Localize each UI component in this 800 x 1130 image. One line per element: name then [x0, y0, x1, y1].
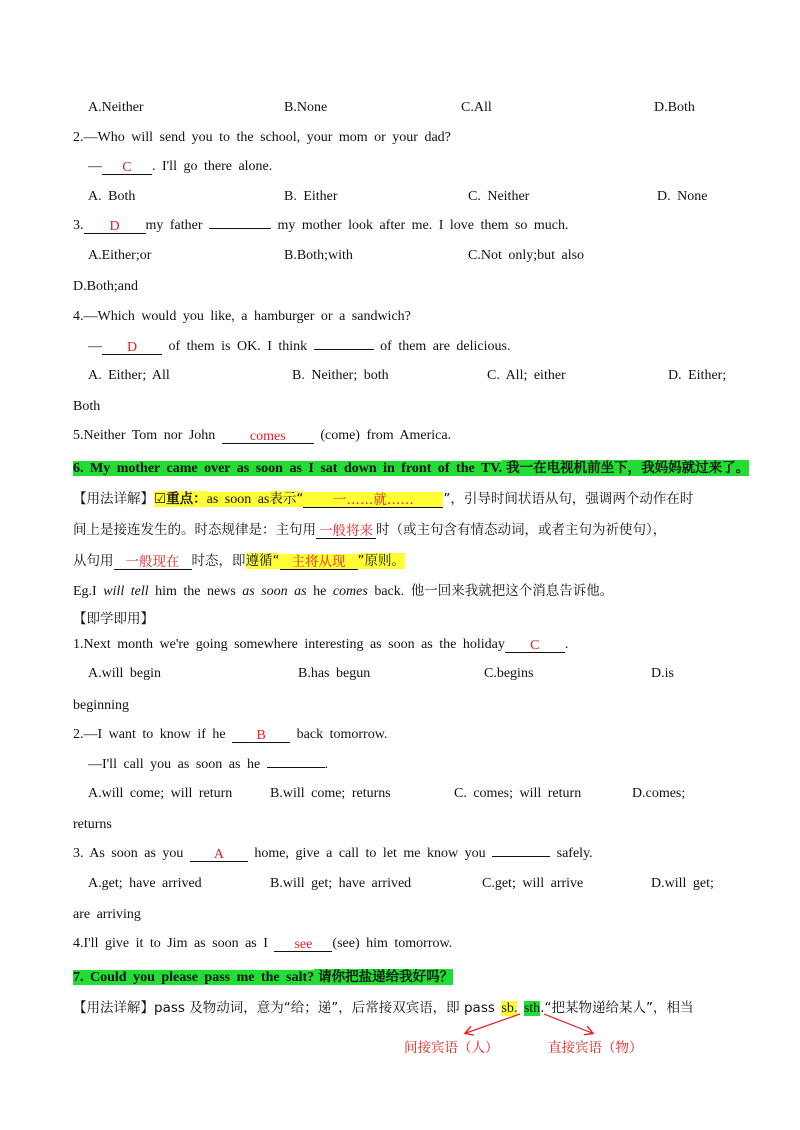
option-d-continued: are arriving: [73, 907, 141, 922]
arrow-direct: [544, 1014, 592, 1033]
answer-text: comes: [249, 429, 286, 444]
stem-text: safely.: [556, 846, 593, 861]
question-2-stem: 2.—Who will send you to the school, your mom or your dad?: [73, 130, 451, 145]
option-a: A. Both: [88, 189, 136, 204]
usage-text: 时（或主句含有情态动词，或者主句为祈使句），: [376, 522, 667, 538]
usage-text: 间上是接连发生的。时态规律是：主句用: [73, 522, 316, 538]
answer-text: D: [126, 340, 138, 355]
answer-text: D: [109, 219, 120, 234]
answer-text: A: [213, 847, 224, 862]
key-point-label: ☑重点：: [154, 491, 207, 507]
rule-prefix: 遵循“: [245, 553, 280, 569]
answer-text: 一……就……: [332, 492, 414, 508]
option-b: B. Either: [284, 189, 338, 204]
option-b: B. Neither; both: [292, 368, 389, 383]
usage-label: 【用法详解】: [73, 491, 154, 507]
heading-en: 7. Could you please pass me the salt?: [73, 970, 315, 985]
sb-highlight: sb.: [501, 1001, 518, 1016]
example-text: him the news: [155, 584, 236, 599]
example-italic: comes: [332, 584, 368, 599]
stem-text: my father: [145, 218, 203, 233]
option-a: A.get; have arrived: [88, 876, 202, 891]
stem-text: of them are delicious.: [380, 339, 511, 354]
option-c: C.get; will arrive: [482, 876, 584, 891]
example-text: back.: [374, 584, 405, 599]
stem-text: —I'll call you as soon as he: [88, 757, 261, 772]
example-text: he: [313, 584, 327, 599]
heading-en: 6. My mother came over as soon as I sat down in front of the TV.: [73, 461, 503, 476]
option-d: D.comes;: [632, 786, 686, 801]
option-d: D. Either;: [668, 368, 727, 383]
option-a: A.Neither: [88, 100, 144, 115]
option-d-continued: Both: [73, 399, 101, 414]
stem-text: of them is OK. I think: [168, 339, 308, 354]
arrow-indirect: [466, 1014, 520, 1033]
example-text: Eg.I: [73, 584, 97, 599]
stem-text: back tomorrow.: [296, 727, 388, 742]
answer-text: C: [122, 160, 132, 175]
usage-label: 【用法详解】: [73, 1000, 154, 1016]
stem-text: 5.Neither Tom nor John: [73, 428, 216, 443]
usage-text: .“把某物递给某人”，相当: [540, 1000, 694, 1016]
question-number: 3.: [73, 218, 84, 233]
stem-text: 2.—I want to know if he: [73, 727, 226, 742]
practice-2-response: —I'll call you as soon as he .: [88, 757, 329, 772]
stem-text: (see) him tomorrow.: [332, 936, 453, 951]
key-phrase: as soon as: [206, 492, 270, 507]
key-means: 表示“: [269, 491, 304, 507]
option-d: D.Both;and: [73, 279, 138, 294]
response-text: . I'll go there alone.: [152, 159, 273, 174]
option-d: D.is: [651, 666, 674, 681]
answer-text: C: [530, 638, 540, 653]
option-a: A.will begin: [88, 666, 161, 681]
stem-text: home, give a call to let me know you: [254, 846, 486, 861]
stem-text: my mother look after me. I love them so much.: [277, 218, 569, 233]
indirect-object-label: 间接宾语（人）: [404, 1040, 499, 1056]
dash: —: [88, 339, 102, 354]
option-d: D.will get;: [651, 876, 714, 891]
answer-text: 主将从现: [291, 554, 346, 570]
option-c: C. comes; will return: [454, 786, 582, 801]
usage-text: 时态，即: [191, 553, 246, 569]
option-d-continued: beginning: [73, 698, 129, 713]
stem-text: 3. As soon as you: [73, 846, 184, 861]
option-a: A. Either; All: [88, 368, 170, 383]
direct-object-label: 直接宾语（物）: [548, 1040, 643, 1056]
usage-text: pass 及物动词，意为“给；递”，后常接双宾语，即 pass: [154, 1000, 495, 1016]
option-b: B.Both;with: [284, 248, 353, 263]
answer-text: see: [294, 937, 313, 952]
option-c: C.All: [461, 100, 492, 115]
option-c: C.begins: [484, 666, 534, 681]
option-d: D.Both: [654, 100, 695, 115]
sth-highlight: sth: [523, 1001, 541, 1016]
practice-1-stem: 1.Next month we're going somewhere interesting as soon as the holiday C .: [73, 637, 569, 653]
option-d: D. None: [657, 189, 708, 204]
stem-text: 4.I'll give it to Jim as soon as I: [73, 936, 268, 951]
option-c: C. All; either: [487, 368, 566, 383]
option-c: C.Not only;but also: [468, 248, 585, 263]
usage-text: 从句用: [73, 553, 114, 569]
stem-text: 1.Next month we're going somewhere interesting as soon as the holiday: [73, 637, 505, 652]
answer-text: 一般现在: [125, 554, 180, 570]
option-a: A.will come; will return: [88, 786, 233, 801]
option-b: B.has begun: [298, 666, 371, 681]
answer-text: 一般将来: [319, 523, 373, 539]
stem-text: (come) from America.: [320, 428, 452, 443]
dash: —: [88, 159, 102, 174]
option-c: C. Neither: [468, 189, 530, 204]
heading-cn: 请你把盐递给我好吗？: [314, 969, 453, 985]
option-a: A.Either;or: [88, 248, 152, 263]
usage-text: ”，引导时间状语从句，强调两个动作在时: [443, 491, 694, 507]
example-italic: as soon as: [242, 584, 307, 599]
option-b: B.will get; have arrived: [270, 876, 412, 891]
option-d-continued: returns: [73, 817, 112, 832]
option-b: B.None: [284, 100, 328, 115]
rule-suffix: ”原则。: [357, 553, 405, 569]
heading-cn: 我一在电视机前坐下，我妈妈就过来了。: [502, 460, 749, 476]
example-italic: will tell: [103, 584, 149, 599]
practice-label: 【即学即用】: [73, 611, 154, 627]
option-b: B.will come; returns: [270, 786, 391, 801]
example-translation: 他一回来我就把这个消息告诉他。: [410, 583, 614, 599]
answer-text: B: [256, 728, 266, 743]
question-4-stem: 4.—Which would you like, a hamburger or a sandwich?: [73, 309, 411, 324]
